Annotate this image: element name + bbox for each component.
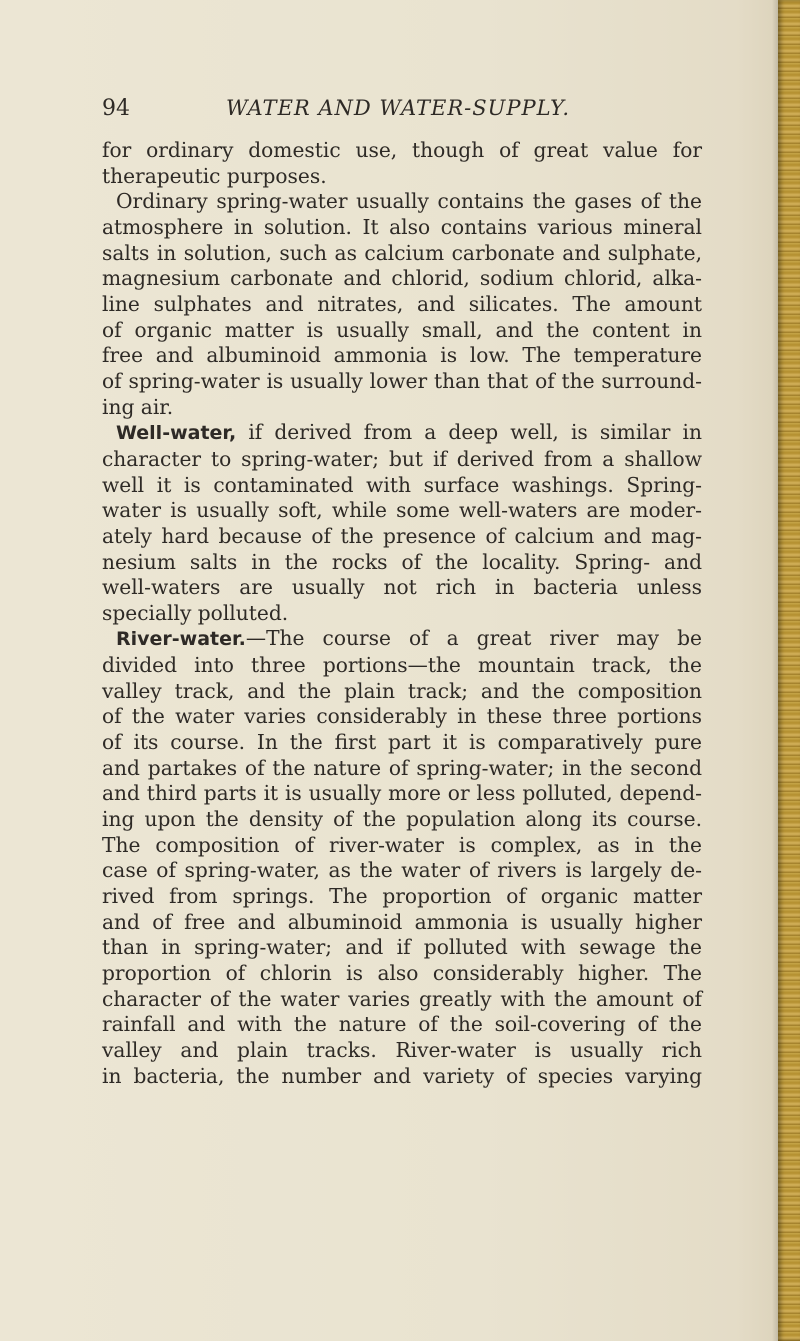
text-line: of its course. In the first part it is comparatively pure bbox=[102, 730, 702, 755]
text-line: than in spring-water; and if polluted with sewage the bbox=[102, 935, 702, 960]
text-line: of spring-water is usually lower than that of the surround- bbox=[102, 368, 702, 393]
text-line: The composition of river-water is complex, as in the bbox=[102, 832, 702, 857]
text-line: of the water varies considerably in these three portions bbox=[102, 704, 702, 729]
text-line: character to spring-water; but if derived from a shallow bbox=[102, 446, 702, 471]
text-run: if derived from a deep well, is similar in bbox=[248, 420, 702, 445]
text-line: atmosphere in solution. It also contains various mineral bbox=[102, 214, 702, 239]
text-line: in bacteria, the number and variety of species varying bbox=[102, 1063, 702, 1088]
text-line: salts in solution, such as calcium carbonate and sulphate, bbox=[102, 240, 702, 265]
text-line: proportion of chlorin is also considerably higher. The bbox=[102, 961, 702, 985]
running-title: WATER AND WATER-SUPPLY. bbox=[226, 96, 571, 120]
text-line: ately hard because of the presence of calcium and mag- bbox=[102, 523, 702, 548]
text-line: case of spring-water, as the water of rivers is largely de- bbox=[102, 858, 702, 883]
text-line: well it is contaminated with surface washings. Spring- bbox=[102, 472, 702, 497]
text-line: water is usually soft, while some well-waters are moder- bbox=[102, 498, 702, 523]
text-line: nesium salts in the rocks of the locality. Spring- and bbox=[102, 549, 702, 574]
text-line: for ordinary domestic use, though of great value for bbox=[102, 138, 702, 162]
section-heading-river-water: River-water. bbox=[116, 628, 246, 651]
text-line: and partakes of the nature of spring-water; in the second bbox=[102, 755, 702, 780]
text-line: and of free and albuminoid ammonia is usually higher bbox=[102, 909, 702, 934]
text-run: —The course of a great river may be bbox=[245, 626, 702, 651]
text-line: and third parts it is usually more or less polluted, depend- bbox=[102, 781, 702, 806]
text-line: therapeutic purposes. bbox=[102, 163, 327, 188]
text-line: well-waters are usually not rich in bacteria unless bbox=[102, 575, 702, 600]
text-line bbox=[102, 420, 702, 447]
page-number: 94 bbox=[102, 96, 130, 121]
text-line: rainfall and with the nature of the soil-covering of the bbox=[102, 1012, 702, 1037]
text-line: of organic matter is usually small, and the content in bbox=[102, 317, 702, 342]
text-line: free and albuminoid ammonia is low. The temperature bbox=[102, 343, 702, 368]
text-line: line sulphates and nitrates, and silicates. The amount bbox=[102, 291, 702, 316]
text-line: ing upon the density of the population along its course. bbox=[102, 807, 702, 832]
text-line: valley track, and the plain track; and the composition bbox=[102, 678, 702, 703]
text-line: magnesium carbonate and chlorid, sodium chlorid, alka- bbox=[102, 266, 702, 291]
text-line bbox=[102, 626, 702, 653]
page-edge-shadow bbox=[772, 0, 778, 1341]
text-line: valley and plain tracks. River-water is usually rich bbox=[102, 1037, 702, 1062]
body-text bbox=[102, 138, 702, 1089]
text-line: ing air. bbox=[102, 394, 174, 419]
section-heading-well-water: Well-water, bbox=[116, 422, 237, 445]
text-line: rived from springs. The proportion of organic matter bbox=[102, 884, 702, 909]
text-line: Ordinary spring-water usually contains the gases of the bbox=[116, 189, 702, 214]
page-header bbox=[102, 96, 742, 126]
text-line: specially polluted. bbox=[102, 600, 289, 625]
text-line: divided into three portions—the mountain track, the bbox=[102, 653, 702, 678]
page-gilt-edge bbox=[778, 0, 800, 1341]
text-line: character of the water varies greatly with the amount of bbox=[102, 986, 702, 1011]
